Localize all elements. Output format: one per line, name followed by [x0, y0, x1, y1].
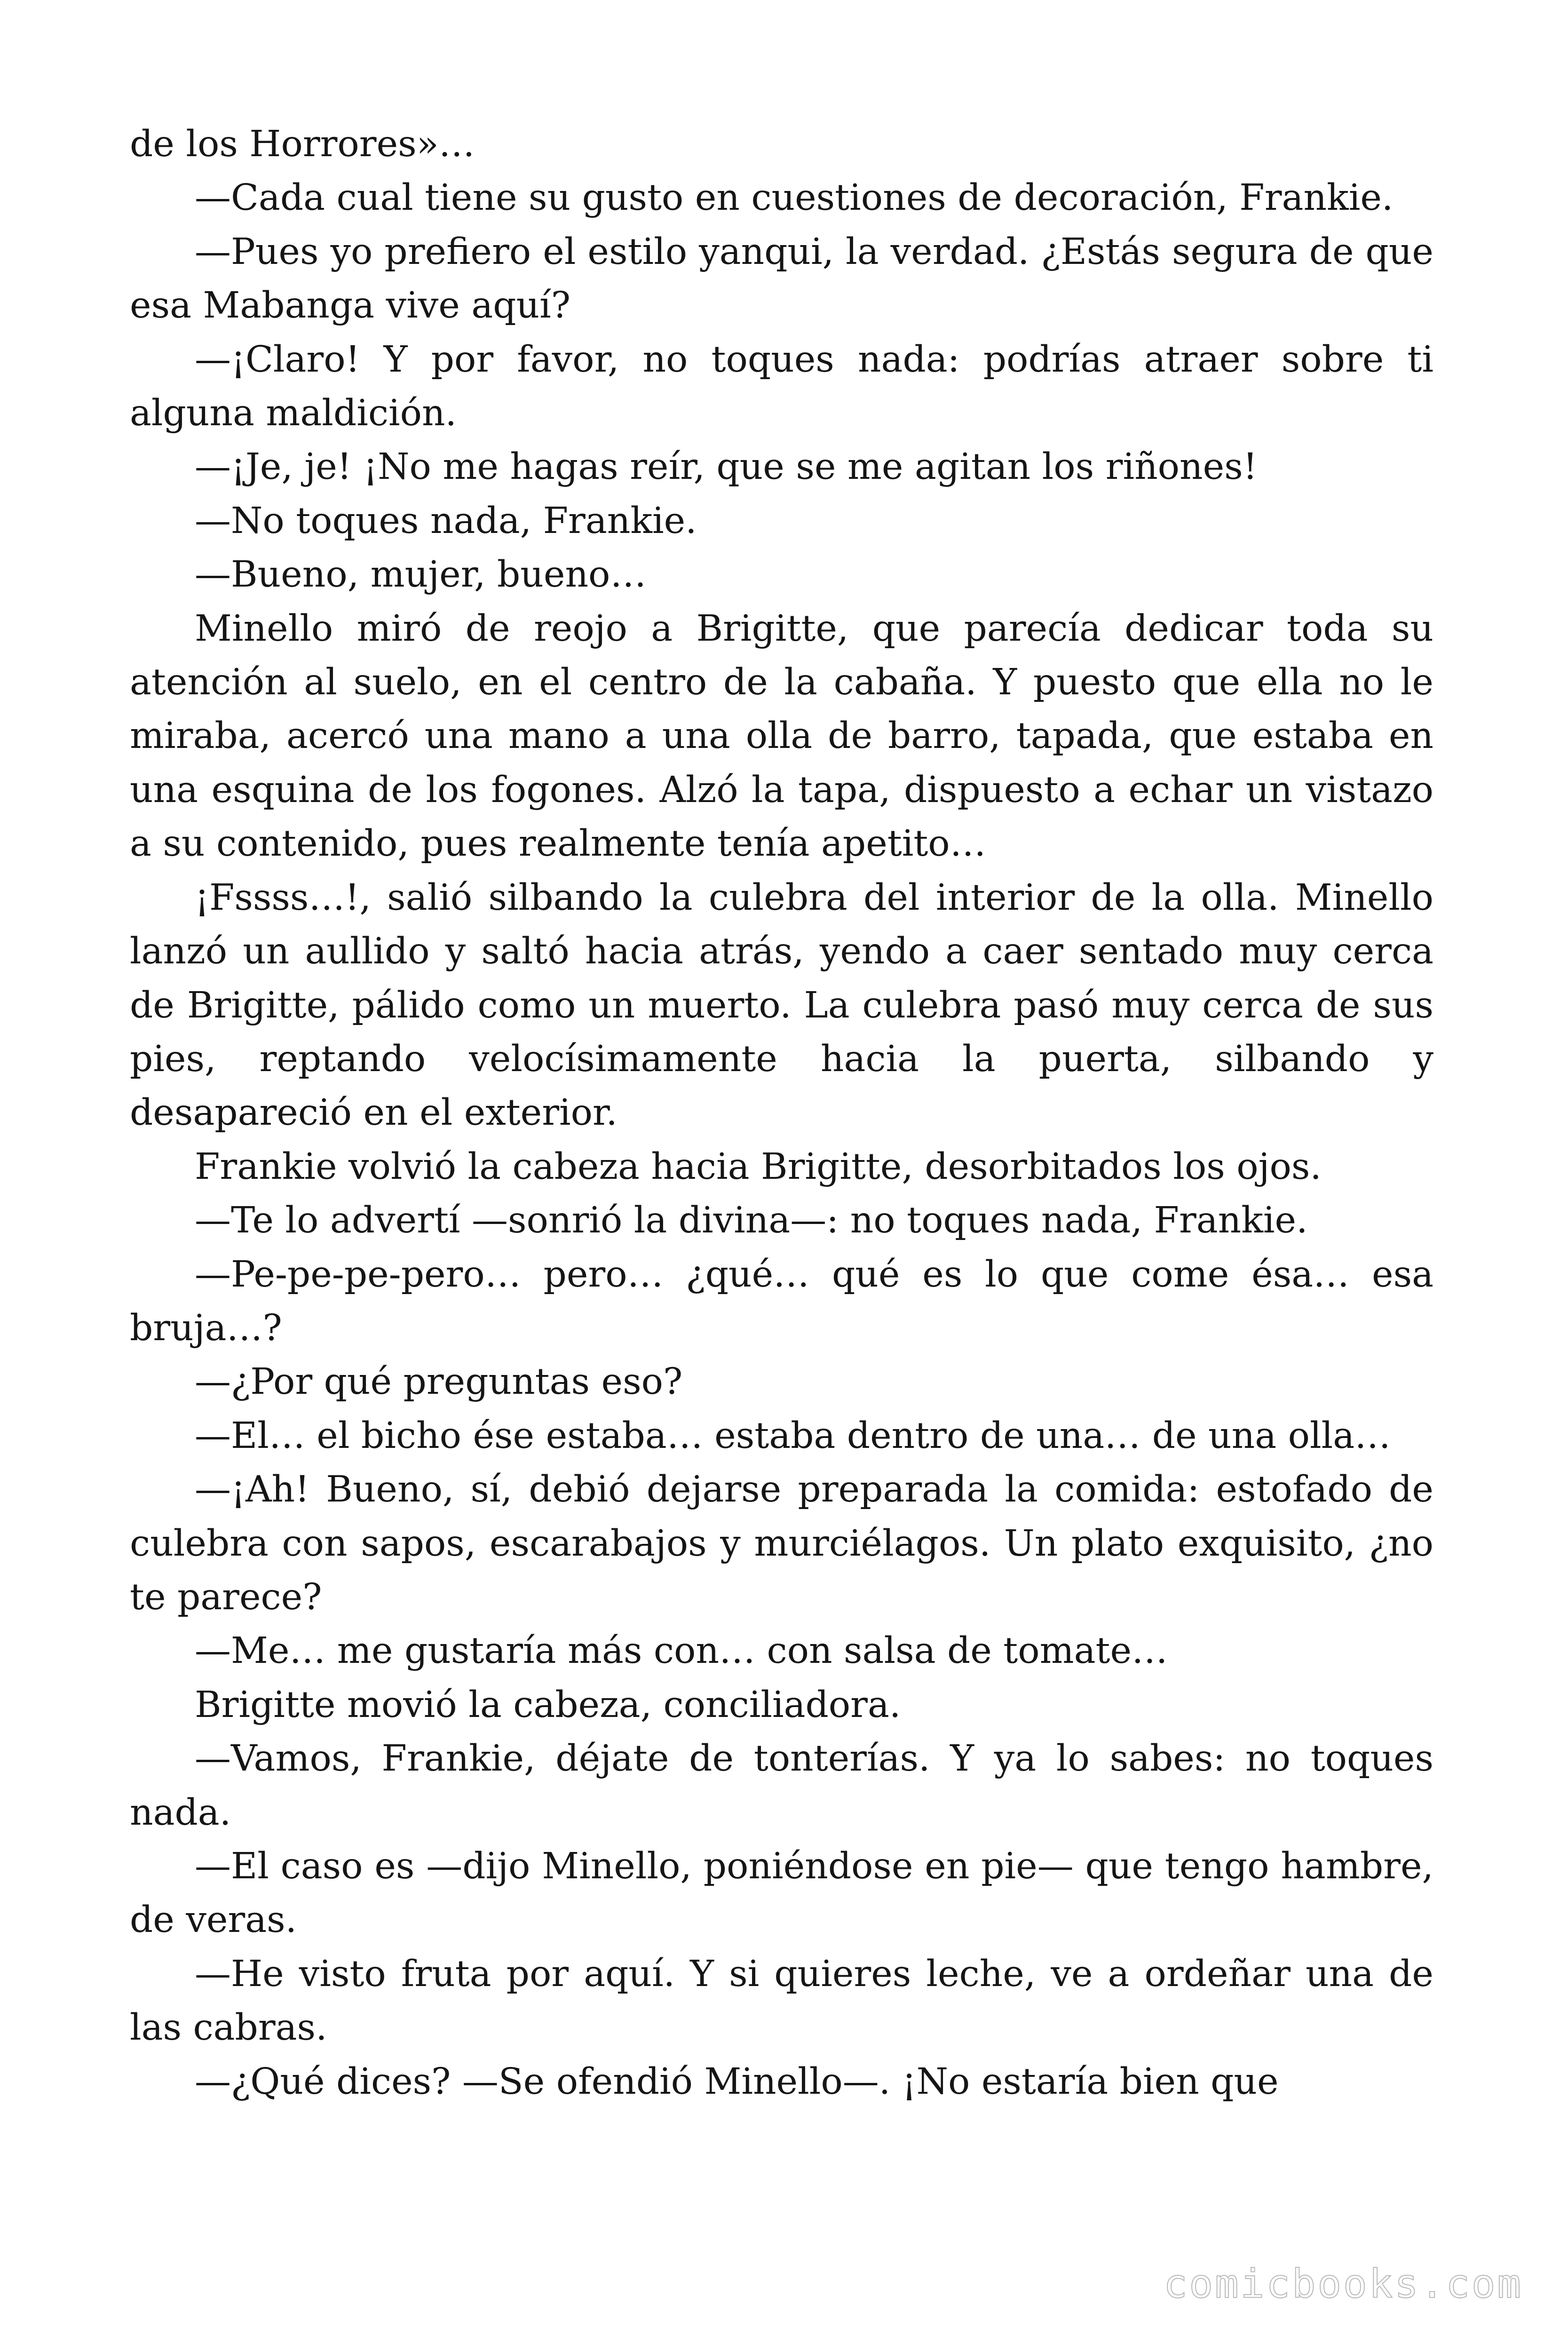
paragraph: —¡Claro! Y por favor, no toques nada: podrías atraer sobre ti alguna maldición. — [130, 338, 1433, 435]
paragraph: —Pues yo prefiero el estilo yanqui, la verdad. ¿Estás segura de que esa Mabanga vive aquí? — [130, 230, 1433, 327]
paragraph: —¡Ah! Bueno, sí, debió dejarse preparada la comida: estofado de culebra con sapos, escarabajos y murciélagos. Un plato exquisito, ¿no te parece? — [130, 1469, 1433, 1618]
paragraph: —Cada cual tiene su gusto en cuestiones de decoración, Frankie. — [195, 177, 1394, 219]
paragraph: Frankie volvió la cabeza hacia Brigitte, desorbitados los ojos. — [195, 1145, 1322, 1188]
paragraph: —He visto fruta por aquí. Y si quieres leche, ve a ordeñar una de las cabras. — [130, 1953, 1433, 2049]
paragraph: Brigitte movió la cabeza, conciliadora. — [195, 1684, 901, 1726]
paragraph: —No toques nada, Frankie. — [195, 500, 697, 542]
watermark: comicbooks.com — [1163, 2261, 1523, 2307]
paragraph: —¿Por qué preguntas eso? — [195, 1361, 683, 1403]
paragraph: —¿Qué dices? —Se ofendió Minello—. ¡No estaría bien que — [195, 2060, 1279, 2103]
page-body-text — [130, 118, 1433, 2109]
paragraph: de los Horrores»… — [130, 123, 475, 165]
paragraph: —Vamos, Frankie, déjate de tonterías. Y ya lo sabes: no toques nada. — [130, 1738, 1433, 1834]
paragraph: —Bueno, mujer, bueno… — [195, 554, 647, 596]
paragraph: —¡Je, je! ¡No me hagas reír, que se me agitan los riñones! — [195, 446, 1258, 488]
paragraph: ¡Fssss…!, salió silbando la culebra del interior de la olla. Minello lanzó un aullido y saltó hacia atrás, yendo a caer sentado muy cerca de Brigitte, pálido como un muerto. La culebra pasó muy cerca de sus pies, reptando velocísimamente hacia la puerta, silbando y desapareció en el exterior. — [130, 876, 1433, 1134]
paragraph: Minello miró de reojo a Brigitte, que parecía dedicar toda su atención al suelo, en el centro de la cabaña. Y puesto que ella no le miraba, acercó una mano a una olla de barro, tapada, que estaba en una esquina de los fogones. Alzó la tapa, dispuesto a echar un vistazo a su contenido, pues realmente tenía apetito… — [130, 607, 1433, 865]
paragraph: —Pe-pe-pe-pero… pero… ¿qué… qué es lo que come ésa… esa bruja…? — [130, 1253, 1433, 1349]
paragraph: —El… el bicho ése estaba… estaba dentro de una… de una olla… — [195, 1414, 1391, 1457]
paragraph: —El caso es —dijo Minello, poniéndose en pie— que tengo hambre, de veras. — [130, 1845, 1433, 1941]
paragraph: —Me… me gustaría más con… con salsa de tomate… — [195, 1630, 1168, 1672]
paragraph: —Te lo advertí —sonrió la divina—: no toques nada, Frankie. — [195, 1200, 1308, 1242]
